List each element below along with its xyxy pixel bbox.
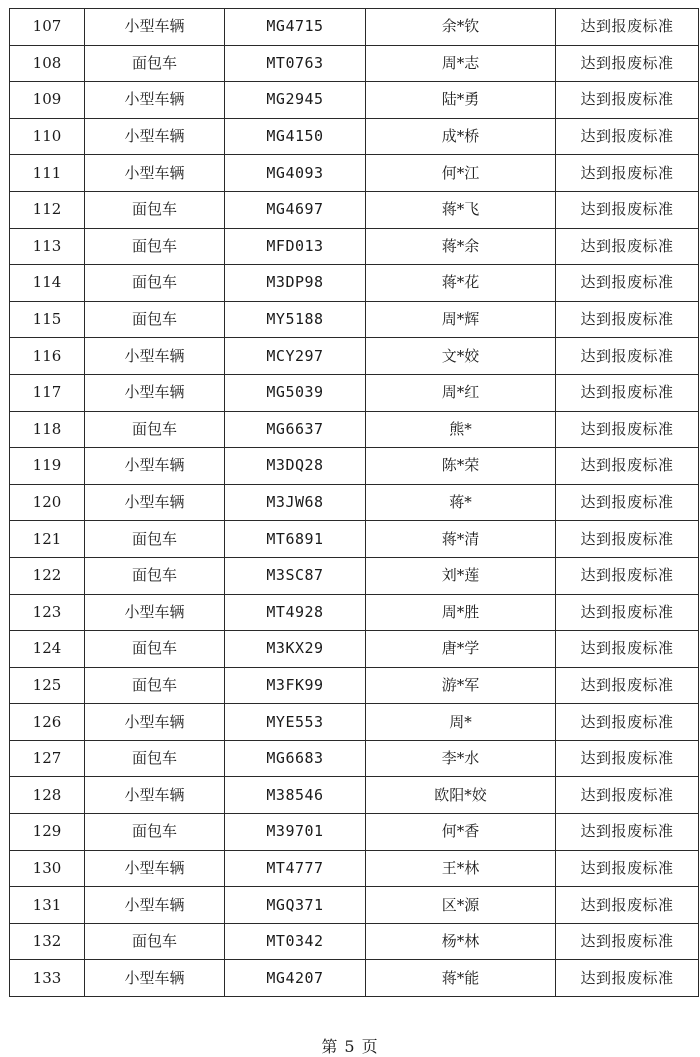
status-cell: 达到报废标准 bbox=[556, 777, 699, 814]
status-cell: 达到报废标准 bbox=[556, 740, 699, 777]
vehicle-type-cell: 小型车辆 bbox=[85, 777, 225, 814]
plate-number-cell: MT0342 bbox=[225, 923, 366, 960]
plate-number-cell: MG2945 bbox=[225, 82, 366, 119]
vehicle-type-cell: 面包车 bbox=[85, 45, 225, 82]
row-number-cell: 112 bbox=[10, 191, 85, 228]
status-cell: 达到报废标准 bbox=[556, 9, 699, 46]
plate-number-cell: MG4715 bbox=[225, 9, 366, 46]
status-cell: 达到报废标准 bbox=[556, 191, 699, 228]
status-cell: 达到报废标准 bbox=[556, 923, 699, 960]
table-row bbox=[10, 45, 699, 82]
page-number: 第 5 页 bbox=[321, 1037, 379, 1056]
owner-name-cell: 熊* bbox=[366, 411, 556, 448]
owner-name-cell: 杨*林 bbox=[366, 923, 556, 960]
table-row bbox=[10, 301, 699, 338]
status-cell: 达到报废标准 bbox=[556, 594, 699, 631]
plate-number-cell: MT4777 bbox=[225, 850, 366, 887]
owner-name-cell: 蒋*飞 bbox=[366, 191, 556, 228]
row-number-cell: 111 bbox=[10, 155, 85, 192]
vehicle-type-cell: 小型车辆 bbox=[85, 704, 225, 741]
vehicle-type-cell: 小型车辆 bbox=[85, 155, 225, 192]
status-cell: 达到报废标准 bbox=[556, 82, 699, 119]
vehicle-type-cell: 小型车辆 bbox=[85, 484, 225, 521]
table-row bbox=[10, 411, 699, 448]
row-number-cell: 115 bbox=[10, 301, 85, 338]
table-row bbox=[10, 338, 699, 375]
status-cell: 达到报废标准 bbox=[556, 301, 699, 338]
status-cell: 达到报废标准 bbox=[556, 704, 699, 741]
row-number-cell: 124 bbox=[10, 631, 85, 668]
owner-name-cell: 欧阳*姣 bbox=[366, 777, 556, 814]
plate-number-cell: MG5039 bbox=[225, 374, 366, 411]
row-number-cell: 131 bbox=[10, 887, 85, 924]
vehicle-type-cell: 面包车 bbox=[85, 814, 225, 851]
row-number-cell: 121 bbox=[10, 521, 85, 558]
row-number-cell: 114 bbox=[10, 265, 85, 302]
owner-name-cell: 李*水 bbox=[366, 740, 556, 777]
row-number-cell: 133 bbox=[10, 960, 85, 997]
table-row bbox=[10, 594, 699, 631]
owner-name-cell: 文*姣 bbox=[366, 338, 556, 375]
vehicle-type-cell: 小型车辆 bbox=[85, 850, 225, 887]
table-row bbox=[10, 740, 699, 777]
vehicle-type-cell: 面包车 bbox=[85, 923, 225, 960]
table-row bbox=[10, 155, 699, 192]
vehicle-type-cell: 面包车 bbox=[85, 667, 225, 704]
status-cell: 达到报废标准 bbox=[556, 631, 699, 668]
status-cell: 达到报废标准 bbox=[556, 374, 699, 411]
vehicle-type-cell: 面包车 bbox=[85, 301, 225, 338]
owner-name-cell: 蒋*余 bbox=[366, 228, 556, 265]
table-row bbox=[10, 923, 699, 960]
row-number-cell: 127 bbox=[10, 740, 85, 777]
owner-name-cell: 游*军 bbox=[366, 667, 556, 704]
table-row bbox=[10, 265, 699, 302]
plate-number-cell: MT6891 bbox=[225, 521, 366, 558]
table-row bbox=[10, 9, 699, 46]
plate-number-cell: MG6637 bbox=[225, 411, 366, 448]
owner-name-cell: 周*辉 bbox=[366, 301, 556, 338]
table-row bbox=[10, 448, 699, 485]
status-cell: 达到报废标准 bbox=[556, 667, 699, 704]
table-row bbox=[10, 960, 699, 997]
plate-number-cell: M3KX29 bbox=[225, 631, 366, 668]
row-number-cell: 128 bbox=[10, 777, 85, 814]
owner-name-cell: 周*志 bbox=[366, 45, 556, 82]
row-number-cell: 118 bbox=[10, 411, 85, 448]
owner-name-cell: 唐*学 bbox=[366, 631, 556, 668]
status-cell: 达到报废标准 bbox=[556, 960, 699, 997]
owner-name-cell: 周*胜 bbox=[366, 594, 556, 631]
table-row bbox=[10, 631, 699, 668]
owner-name-cell: 周* bbox=[366, 704, 556, 741]
plate-number-cell: MT0763 bbox=[225, 45, 366, 82]
row-number-cell: 108 bbox=[10, 45, 85, 82]
status-cell: 达到报废标准 bbox=[556, 338, 699, 375]
vehicle-type-cell: 面包车 bbox=[85, 191, 225, 228]
table-row bbox=[10, 704, 699, 741]
status-cell: 达到报废标准 bbox=[556, 265, 699, 302]
owner-name-cell: 蒋*清 bbox=[366, 521, 556, 558]
row-number-cell: 116 bbox=[10, 338, 85, 375]
vehicle-type-cell: 小型车辆 bbox=[85, 118, 225, 155]
row-number-cell: 120 bbox=[10, 484, 85, 521]
vehicle-type-cell: 面包车 bbox=[85, 521, 225, 558]
row-number-cell: 132 bbox=[10, 923, 85, 960]
plate-number-cell: MFD013 bbox=[225, 228, 366, 265]
status-cell: 达到报废标准 bbox=[556, 45, 699, 82]
owner-name-cell: 何*江 bbox=[366, 155, 556, 192]
vehicle-type-cell: 面包车 bbox=[85, 740, 225, 777]
plate-number-cell: MG4093 bbox=[225, 155, 366, 192]
vehicle-scrap-table bbox=[9, 8, 699, 997]
table-row bbox=[10, 191, 699, 228]
row-number-cell: 126 bbox=[10, 704, 85, 741]
vehicle-type-cell: 面包车 bbox=[85, 265, 225, 302]
row-number-cell: 119 bbox=[10, 448, 85, 485]
row-number-cell: 122 bbox=[10, 557, 85, 594]
plate-number-cell: M3SC87 bbox=[225, 557, 366, 594]
vehicle-type-cell: 小型车辆 bbox=[85, 594, 225, 631]
row-number-cell: 109 bbox=[10, 82, 85, 119]
table-row bbox=[10, 557, 699, 594]
row-number-cell: 110 bbox=[10, 118, 85, 155]
vehicle-type-cell: 小型车辆 bbox=[85, 9, 225, 46]
vehicle-type-cell: 面包车 bbox=[85, 631, 225, 668]
vehicle-type-cell: 小型车辆 bbox=[85, 82, 225, 119]
plate-number-cell: M38546 bbox=[225, 777, 366, 814]
owner-name-cell: 蒋* bbox=[366, 484, 556, 521]
row-number-cell: 113 bbox=[10, 228, 85, 265]
vehicle-type-cell: 面包车 bbox=[85, 557, 225, 594]
owner-name-cell: 蒋*能 bbox=[366, 960, 556, 997]
owner-name-cell: 蒋*花 bbox=[366, 265, 556, 302]
vehicle-type-cell: 小型车辆 bbox=[85, 448, 225, 485]
plate-number-cell: MYE553 bbox=[225, 704, 366, 741]
plate-number-cell: MT4928 bbox=[225, 594, 366, 631]
status-cell: 达到报废标准 bbox=[556, 557, 699, 594]
table-row bbox=[10, 850, 699, 887]
plate-number-cell: M3DQ28 bbox=[225, 448, 366, 485]
table-row bbox=[10, 82, 699, 119]
status-cell: 达到报废标准 bbox=[556, 118, 699, 155]
row-number-cell: 130 bbox=[10, 850, 85, 887]
table-row bbox=[10, 374, 699, 411]
status-cell: 达到报废标准 bbox=[556, 887, 699, 924]
plate-number-cell: MGQ371 bbox=[225, 887, 366, 924]
owner-name-cell: 刘*莲 bbox=[366, 557, 556, 594]
plate-number-cell: MG4150 bbox=[225, 118, 366, 155]
plate-number-cell: MG6683 bbox=[225, 740, 366, 777]
plate-number-cell: MCY297 bbox=[225, 338, 366, 375]
owner-name-cell: 何*香 bbox=[366, 814, 556, 851]
vehicle-type-cell: 小型车辆 bbox=[85, 960, 225, 997]
status-cell: 达到报废标准 bbox=[556, 814, 699, 851]
vehicle-type-cell: 面包车 bbox=[85, 411, 225, 448]
plate-number-cell: MG4207 bbox=[225, 960, 366, 997]
table-row bbox=[10, 228, 699, 265]
vehicle-type-cell: 小型车辆 bbox=[85, 887, 225, 924]
plate-number-cell: M3FK99 bbox=[225, 667, 366, 704]
table-row bbox=[10, 521, 699, 558]
status-cell: 达到报废标准 bbox=[556, 850, 699, 887]
status-cell: 达到报废标准 bbox=[556, 411, 699, 448]
owner-name-cell: 余*钦 bbox=[366, 9, 556, 46]
table-row bbox=[10, 667, 699, 704]
row-number-cell: 107 bbox=[10, 9, 85, 46]
status-cell: 达到报废标准 bbox=[556, 228, 699, 265]
plate-number-cell: M39701 bbox=[225, 814, 366, 851]
row-number-cell: 125 bbox=[10, 667, 85, 704]
owner-name-cell: 成*桥 bbox=[366, 118, 556, 155]
owner-name-cell: 陈*荣 bbox=[366, 448, 556, 485]
row-number-cell: 129 bbox=[10, 814, 85, 851]
vehicle-type-cell: 小型车辆 bbox=[85, 374, 225, 411]
table-row bbox=[10, 484, 699, 521]
table-row bbox=[10, 814, 699, 851]
table-row bbox=[10, 777, 699, 814]
vehicle-type-cell: 小型车辆 bbox=[85, 338, 225, 375]
plate-number-cell: MG4697 bbox=[225, 191, 366, 228]
row-number-cell: 123 bbox=[10, 594, 85, 631]
plate-number-cell: M3DP98 bbox=[225, 265, 366, 302]
table-body bbox=[10, 9, 699, 997]
plate-number-cell: MY5188 bbox=[225, 301, 366, 338]
status-cell: 达到报废标准 bbox=[556, 448, 699, 485]
owner-name-cell: 陆*勇 bbox=[366, 82, 556, 119]
row-number-cell: 117 bbox=[10, 374, 85, 411]
owner-name-cell: 王*林 bbox=[366, 850, 556, 887]
owner-name-cell: 区*源 bbox=[366, 887, 556, 924]
table-row bbox=[10, 118, 699, 155]
plate-number-cell: M3JW68 bbox=[225, 484, 366, 521]
vehicle-type-cell: 面包车 bbox=[85, 228, 225, 265]
status-cell: 达到报废标准 bbox=[556, 155, 699, 192]
status-cell: 达到报废标准 bbox=[556, 484, 699, 521]
owner-name-cell: 周*红 bbox=[366, 374, 556, 411]
status-cell: 达到报废标准 bbox=[556, 521, 699, 558]
table-row bbox=[10, 887, 699, 924]
